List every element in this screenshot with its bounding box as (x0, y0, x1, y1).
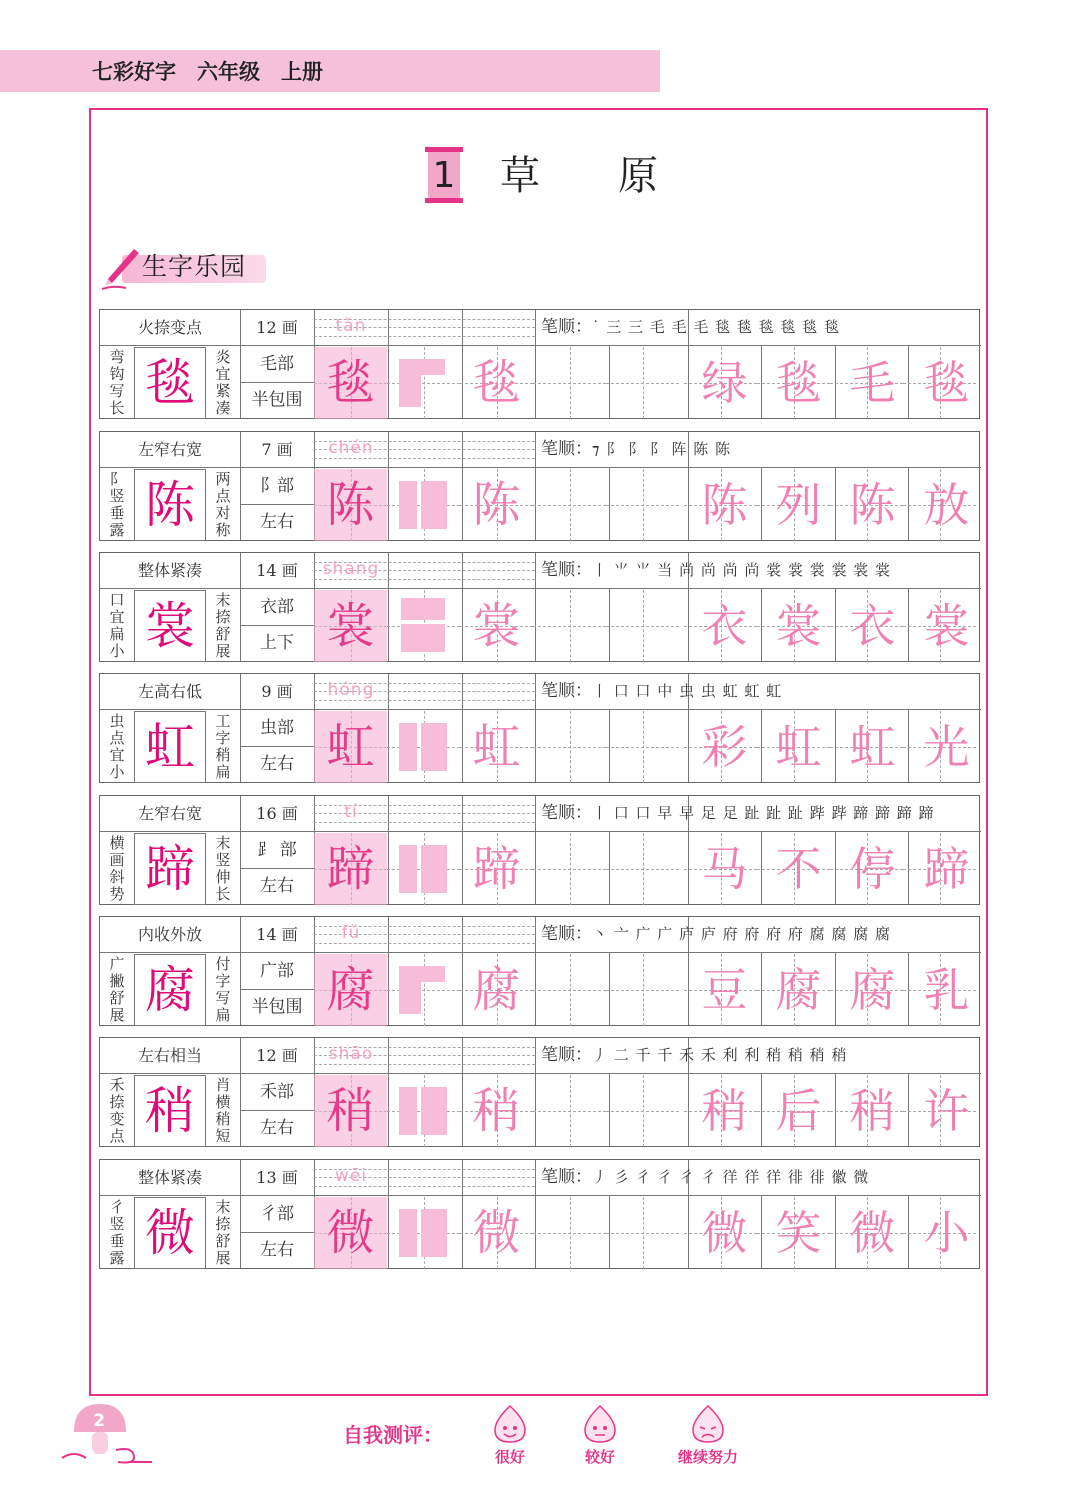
structure-block (401, 624, 445, 652)
tip-char: 竖 (109, 1215, 125, 1233)
stroke-order: ⁊ 阝 阝 阝 阵 陈 陈 (592, 440, 732, 458)
stroke-count: 16 画 (256, 804, 298, 823)
pinyin-trace[interactable]: fǔ (341, 923, 361, 943)
guide-line (570, 1197, 571, 1269)
structure-block (399, 359, 445, 375)
writing-tip-title: 左窄右宽 (137, 440, 202, 459)
grid-divider (240, 588, 981, 589)
stroke-order: 丨 口 口 中 虫 虫 虹 虹 虹 (592, 682, 783, 700)
tip-char: 对 (215, 504, 231, 522)
radical: 阝部 (260, 476, 294, 496)
tip-char: 禾 (109, 1076, 125, 1094)
model-character: 稍 (145, 1082, 195, 1140)
tip-char: 工 (215, 712, 231, 730)
tip-char: 彳 (109, 1198, 125, 1216)
tip-char: 伸 (215, 868, 231, 886)
example-word-char[interactable]: 绿 (701, 356, 748, 410)
guide-line (570, 833, 571, 905)
section-title: 生字乐园 (142, 252, 247, 281)
pinyin-trace[interactable]: shāo (328, 1044, 374, 1064)
stroke-order: ˙ 三 三 毛 毛 毛 毯 毯 毯 毯 毯 毯 (592, 318, 840, 336)
lesson-title: 草原 (500, 153, 736, 199)
structure-type: 左右 (260, 1118, 294, 1138)
grid-divider (100, 709, 240, 710)
tip-char: 展 (109, 1006, 125, 1024)
writing-tip-title: 内收外放 (137, 925, 202, 944)
character-row (99, 916, 980, 1026)
writing-tip-left (100, 711, 134, 783)
pen-icon (100, 247, 140, 291)
tip-char: 两 (215, 470, 231, 488)
stroke-order: 丿 二 千 千 禾 禾 利 利 稍 稍 稍 稍 (592, 1046, 848, 1064)
structure-block (399, 845, 417, 893)
tip-char: 捺 (215, 1215, 231, 1233)
structure-block (399, 966, 445, 982)
example-word-char[interactable]: 豆 (701, 963, 748, 1017)
tip-char: 稍 (215, 1110, 231, 1128)
stroke-order: 丨 ⺌ ⺌ 当 尚 尚 尚 尚 裳 裳 裳 裳 裳 裳 (592, 561, 891, 579)
structure-type: 左右 (260, 754, 294, 774)
writing-tip-left (100, 1075, 134, 1147)
grid-divider (240, 1073, 981, 1074)
character-row (99, 1037, 980, 1147)
grid-divider (535, 1038, 536, 1146)
lesson-number: 1 (432, 155, 456, 196)
example-word-char[interactable]: 许 (923, 1084, 970, 1138)
tip-char: 舒 (215, 1232, 231, 1250)
tip-char: 势 (109, 885, 125, 903)
tip-char: 末 (215, 834, 231, 852)
writing-tip-title: 左窄右宽 (137, 804, 202, 823)
example-word-char[interactable]: 笑 (775, 1206, 822, 1260)
tip-char: 点 (109, 1127, 125, 1145)
trace-char[interactable]: 稍 (314, 1075, 387, 1147)
pinyin-trace[interactable]: wēi (334, 1166, 368, 1186)
trace-char[interactable]: 腐 (314, 954, 387, 1026)
stroke-order-label: 笔顺： (541, 803, 592, 823)
stroke-order-label: 笔顺： (541, 1045, 592, 1065)
trace-char[interactable]: 微 (314, 1197, 387, 1269)
tip-char: 字 (215, 972, 231, 990)
stroke-count: 9 画 (261, 682, 293, 701)
tip-char: 钩 (109, 365, 125, 383)
character-row (99, 1159, 980, 1269)
tip-char: 点 (215, 487, 231, 505)
writing-tip-title: 火捺变点 (137, 318, 202, 337)
example-word-char[interactable]: 马 (701, 842, 748, 896)
grid-divider (100, 831, 240, 832)
tip-char: 横 (215, 1093, 231, 1111)
stroke-count: 14 画 (256, 561, 298, 580)
rating-good[interactable] (565, 1404, 635, 1468)
example-word-char[interactable]: 放 (923, 478, 970, 532)
model-character: 微 (145, 1204, 195, 1262)
stroke-order-label: 笔顺： (541, 439, 592, 459)
worried-face-icon (689, 1404, 727, 1444)
example-word-char[interactable]: 毯 (923, 356, 970, 410)
pinyin-trace[interactable]: tǎn (335, 316, 367, 336)
guide-line (643, 469, 644, 541)
tip-char: 广 (109, 955, 125, 973)
tip-char: 小 (109, 642, 125, 660)
structure-diagram (387, 469, 460, 541)
example-word-char[interactable]: 衣 (701, 599, 748, 653)
trace-char[interactable]: 腐 (472, 962, 521, 1018)
tip-char: 捺 (109, 1093, 125, 1111)
writing-tip-right (206, 833, 240, 905)
tip-char: 弯 (109, 348, 125, 366)
writing-tip-right (206, 347, 240, 419)
grid-divider (240, 709, 981, 710)
tip-char: 称 (215, 521, 231, 539)
tip-char: 垂 (109, 504, 125, 522)
radical: 衣部 (260, 597, 294, 617)
tip-char: 露 (109, 521, 125, 539)
tip-char: 展 (215, 1249, 231, 1267)
grid-divider (100, 588, 240, 589)
guide-line (643, 711, 644, 783)
model-character: 虹 (145, 718, 195, 776)
structure-block (421, 481, 447, 529)
stroke-count: 12 画 (256, 1046, 298, 1065)
example-word-char[interactable]: 稍 (701, 1084, 748, 1138)
book-title: 七彩好字 六年级 上册 (92, 60, 323, 84)
example-word-char[interactable]: 停 (849, 842, 896, 896)
trace-char[interactable]: 蹄 (314, 833, 387, 905)
example-word-char[interactable]: 虹 (775, 720, 822, 774)
writing-tip-right (206, 469, 240, 541)
grid-divider (240, 831, 981, 832)
model-character: 陈 (145, 476, 195, 534)
tip-char: 小 (109, 763, 125, 781)
tip-char: 稍 (215, 746, 231, 764)
tip-char: 阝 (109, 470, 125, 488)
example-word-char[interactable]: 腐 (849, 963, 896, 1017)
example-word-char[interactable]: 稍 (849, 1084, 896, 1138)
trace-char[interactable]: 裳 (472, 598, 521, 654)
rating-label: 较好 (584, 1448, 615, 1466)
stroke-order-label: 笔顺： (541, 1167, 592, 1187)
grid-divider (100, 1073, 240, 1074)
writing-tip-title: 左高右低 (137, 682, 202, 701)
writing-tip-right (206, 954, 240, 1026)
tip-char: 宜 (109, 746, 125, 764)
example-word-char[interactable]: 小 (923, 1206, 970, 1260)
example-word-char[interactable]: 虹 (849, 720, 896, 774)
tip-char: 虫 (109, 712, 125, 730)
structure-diagram (387, 347, 460, 419)
rating-very-good[interactable] (475, 1404, 545, 1468)
example-word-char[interactable]: 裳 (775, 599, 822, 653)
guide-line (570, 711, 571, 783)
structure-block (421, 723, 447, 771)
self-eval-label: 自我测评： (343, 1423, 443, 1447)
writing-tip-left (100, 347, 134, 419)
grid-divider (100, 1195, 240, 1196)
tip-char: 付 (215, 955, 231, 973)
trace-char[interactable]: 虹 (472, 719, 521, 775)
grid-divider (609, 588, 610, 661)
trace-char[interactable]: 陈 (472, 477, 521, 533)
pinyin-trace[interactable]: hóng (327, 680, 375, 700)
example-word-char[interactable]: 毯 (775, 356, 822, 410)
trace-char[interactable]: 微 (472, 1205, 521, 1261)
tip-char: 短 (215, 1127, 231, 1145)
example-word-char[interactable]: 裳 (923, 599, 970, 653)
stroke-order-label: 笔顺： (541, 924, 592, 944)
stroke-order: 丶 亠 广 广 庐 庐 府 府 府 府 腐 腐 腐 腐 (592, 925, 891, 943)
writing-tip-right (206, 711, 240, 783)
example-word-char[interactable]: 陈 (701, 478, 748, 532)
stroke-order: 丨 口 口 早 早 足 足 趾 趾 趾 跸 跸 蹄 蹄 蹄 蹄 (592, 804, 935, 822)
example-word-char[interactable]: 不 (775, 842, 822, 896)
structure-block (399, 1087, 417, 1135)
grid-divider (609, 467, 610, 540)
example-word-char[interactable]: 微 (849, 1206, 896, 1260)
tip-char: 长 (109, 399, 125, 417)
radical: 禾部 (260, 1082, 294, 1102)
tip-char: 横 (109, 834, 125, 852)
grid-divider (535, 917, 536, 1025)
model-character: 毯 (145, 354, 195, 412)
writing-tip-left (100, 590, 134, 662)
tip-char: 宜 (215, 365, 231, 383)
rating-label: 继续努力 (677, 1448, 738, 1466)
guide-line (643, 347, 644, 419)
example-word-char[interactable]: 后 (775, 1084, 822, 1138)
tip-char: 写 (215, 989, 231, 1007)
tip-char: 竖 (215, 851, 231, 869)
writing-tip-left (100, 469, 134, 541)
tip-char: 口 (109, 591, 125, 609)
structure-type: 半包围 (251, 390, 303, 410)
structure-block (399, 723, 417, 771)
tip-char: 垂 (109, 1232, 125, 1250)
stroke-order: 丿 彡 彳 彳 彳 彳 徉 徉 徉 徘 徘 徽 微 (592, 1168, 870, 1186)
writing-tip-right (206, 1197, 240, 1269)
tip-char: 画 (109, 851, 125, 869)
example-word-char[interactable]: 腐 (775, 963, 822, 1017)
structure-diagram (387, 833, 460, 905)
structure-type: 左右 (260, 1240, 294, 1260)
guide-line (570, 469, 571, 541)
page-number: 2 (93, 1411, 105, 1431)
trace-char[interactable]: 陈 (314, 469, 387, 541)
trace-char[interactable]: 毯 (314, 347, 387, 419)
stroke-count: 14 画 (256, 925, 298, 944)
tip-char: 扁 (215, 1006, 231, 1024)
example-word-char[interactable]: 微 (701, 1206, 748, 1260)
pinyin-trace[interactable]: tí (344, 802, 358, 822)
trace-char[interactable]: 蹄 (472, 841, 521, 897)
writing-tip-title: 整体紧凑 (137, 561, 202, 580)
guide-line (643, 954, 644, 1026)
writing-tip-title: 左右相当 (137, 1046, 202, 1065)
character-row (99, 309, 980, 419)
content-face-icon (581, 1404, 619, 1444)
grid-divider (535, 310, 536, 418)
tip-char: 凑 (215, 399, 231, 417)
grid-divider (609, 1195, 610, 1268)
model-character: 裳 (145, 597, 195, 655)
model-character: 腐 (145, 961, 195, 1019)
grid-divider (100, 952, 240, 953)
writing-tip-title: 整体紧凑 (137, 1168, 202, 1187)
example-word-char[interactable]: 乳 (923, 963, 970, 1017)
structure-type: 左右 (260, 512, 294, 532)
model-character: 蹄 (145, 840, 195, 898)
guide-line (570, 347, 571, 419)
structure-diagram (387, 954, 460, 1026)
writing-tip-right (206, 1075, 240, 1147)
trace-char[interactable]: 毯 (472, 355, 521, 411)
writing-tip-right (206, 590, 240, 662)
guide-line (570, 1075, 571, 1147)
tip-char: 紧 (215, 382, 231, 400)
example-word-char[interactable]: 蹄 (923, 842, 970, 896)
guide-line (643, 833, 644, 905)
radical: ⻊ 部 (257, 840, 297, 860)
grid-divider (535, 432, 536, 540)
structure-diagram (387, 711, 460, 783)
tip-char: 展 (215, 642, 231, 660)
tip-char: 舒 (215, 625, 231, 643)
tip-char: 肖 (215, 1076, 231, 1094)
grid-divider (609, 709, 610, 782)
structure-type: 半包围 (251, 997, 303, 1017)
tip-char: 字 (215, 729, 231, 747)
stroke-order-label: 笔顺： (541, 560, 592, 580)
tip-char: 捺 (215, 608, 231, 626)
tip-char: 宜 (109, 608, 125, 626)
structure-block (421, 845, 447, 893)
pinyin-trace[interactable]: chén (328, 438, 374, 458)
structure-block (401, 598, 445, 620)
tip-char: 变 (109, 1110, 125, 1128)
character-row (99, 673, 980, 783)
grid-divider (100, 345, 240, 346)
character-row (99, 795, 980, 905)
example-word-char[interactable]: 毛 (849, 356, 896, 410)
tip-char: 露 (109, 1249, 125, 1267)
radical: 虫部 (260, 718, 294, 738)
grid-divider (240, 952, 981, 953)
grid-divider (609, 952, 610, 1025)
tip-char: 末 (215, 1198, 231, 1216)
tip-char: 写 (109, 382, 125, 400)
guide-line (643, 1075, 644, 1147)
stroke-order-label: 笔顺： (541, 317, 592, 337)
structure-block (399, 1209, 417, 1257)
rating-keep-trying[interactable] (668, 1404, 748, 1468)
tip-char: 斜 (109, 868, 125, 886)
grid-divider (535, 553, 536, 661)
grid-divider (240, 345, 981, 346)
structure-type: 上下 (260, 633, 294, 653)
writing-tip-left (100, 833, 134, 905)
writing-tip-left (100, 1197, 134, 1269)
structure-diagram (387, 590, 460, 662)
character-row (99, 552, 980, 662)
structure-block (421, 1087, 447, 1135)
grid-divider (240, 467, 981, 468)
structure-diagram (387, 1075, 460, 1147)
character-row (99, 431, 980, 541)
example-word-char[interactable]: 陈 (849, 478, 896, 532)
rating-label: 很好 (494, 1448, 525, 1466)
radical: 广部 (260, 961, 294, 981)
stroke-count: 13 画 (256, 1168, 298, 1187)
radical: 彳部 (260, 1204, 294, 1224)
guide-line (570, 590, 571, 662)
grid-divider (535, 674, 536, 782)
grid-divider (609, 345, 610, 418)
radical: 毛部 (260, 354, 294, 374)
guide-line (643, 1197, 644, 1269)
example-word-char[interactable]: 彩 (701, 720, 748, 774)
tip-char: 舒 (109, 989, 125, 1007)
structure-diagram (387, 1197, 460, 1269)
grid-divider (100, 467, 240, 468)
stroke-order-label: 笔顺： (541, 681, 592, 701)
example-word-char[interactable]: 列 (775, 478, 822, 532)
tip-char: 撇 (109, 972, 125, 990)
tip-char: 竖 (109, 487, 125, 505)
tip-char: 长 (215, 885, 231, 903)
stroke-count: 7 画 (261, 440, 293, 459)
structure-block (399, 481, 417, 529)
example-word-char[interactable]: 衣 (849, 599, 896, 653)
trace-char[interactable]: 裳 (314, 590, 387, 662)
guide-line (643, 590, 644, 662)
tip-char: 扁 (215, 763, 231, 781)
tip-char: 末 (215, 591, 231, 609)
structure-type: 左右 (260, 876, 294, 896)
guide-line (570, 954, 571, 1026)
stroke-count: 12 画 (256, 318, 298, 337)
pinyin-trace[interactable]: shang (322, 559, 380, 579)
tip-char: 炎 (215, 348, 231, 366)
trace-char[interactable]: 虹 (314, 711, 387, 783)
trace-char[interactable]: 稍 (472, 1083, 521, 1139)
tip-char: 扁 (109, 625, 125, 643)
example-word-char[interactable]: 光 (923, 720, 970, 774)
tip-char: 点 (109, 729, 125, 747)
grid-divider (609, 831, 610, 904)
smile-face-icon (491, 1404, 529, 1444)
writing-tip-left (100, 954, 134, 1026)
grid-divider (535, 796, 536, 904)
structure-block (421, 1209, 447, 1257)
grid-divider (240, 1195, 981, 1196)
grid-divider (609, 1073, 610, 1146)
grid-divider (535, 1160, 536, 1268)
